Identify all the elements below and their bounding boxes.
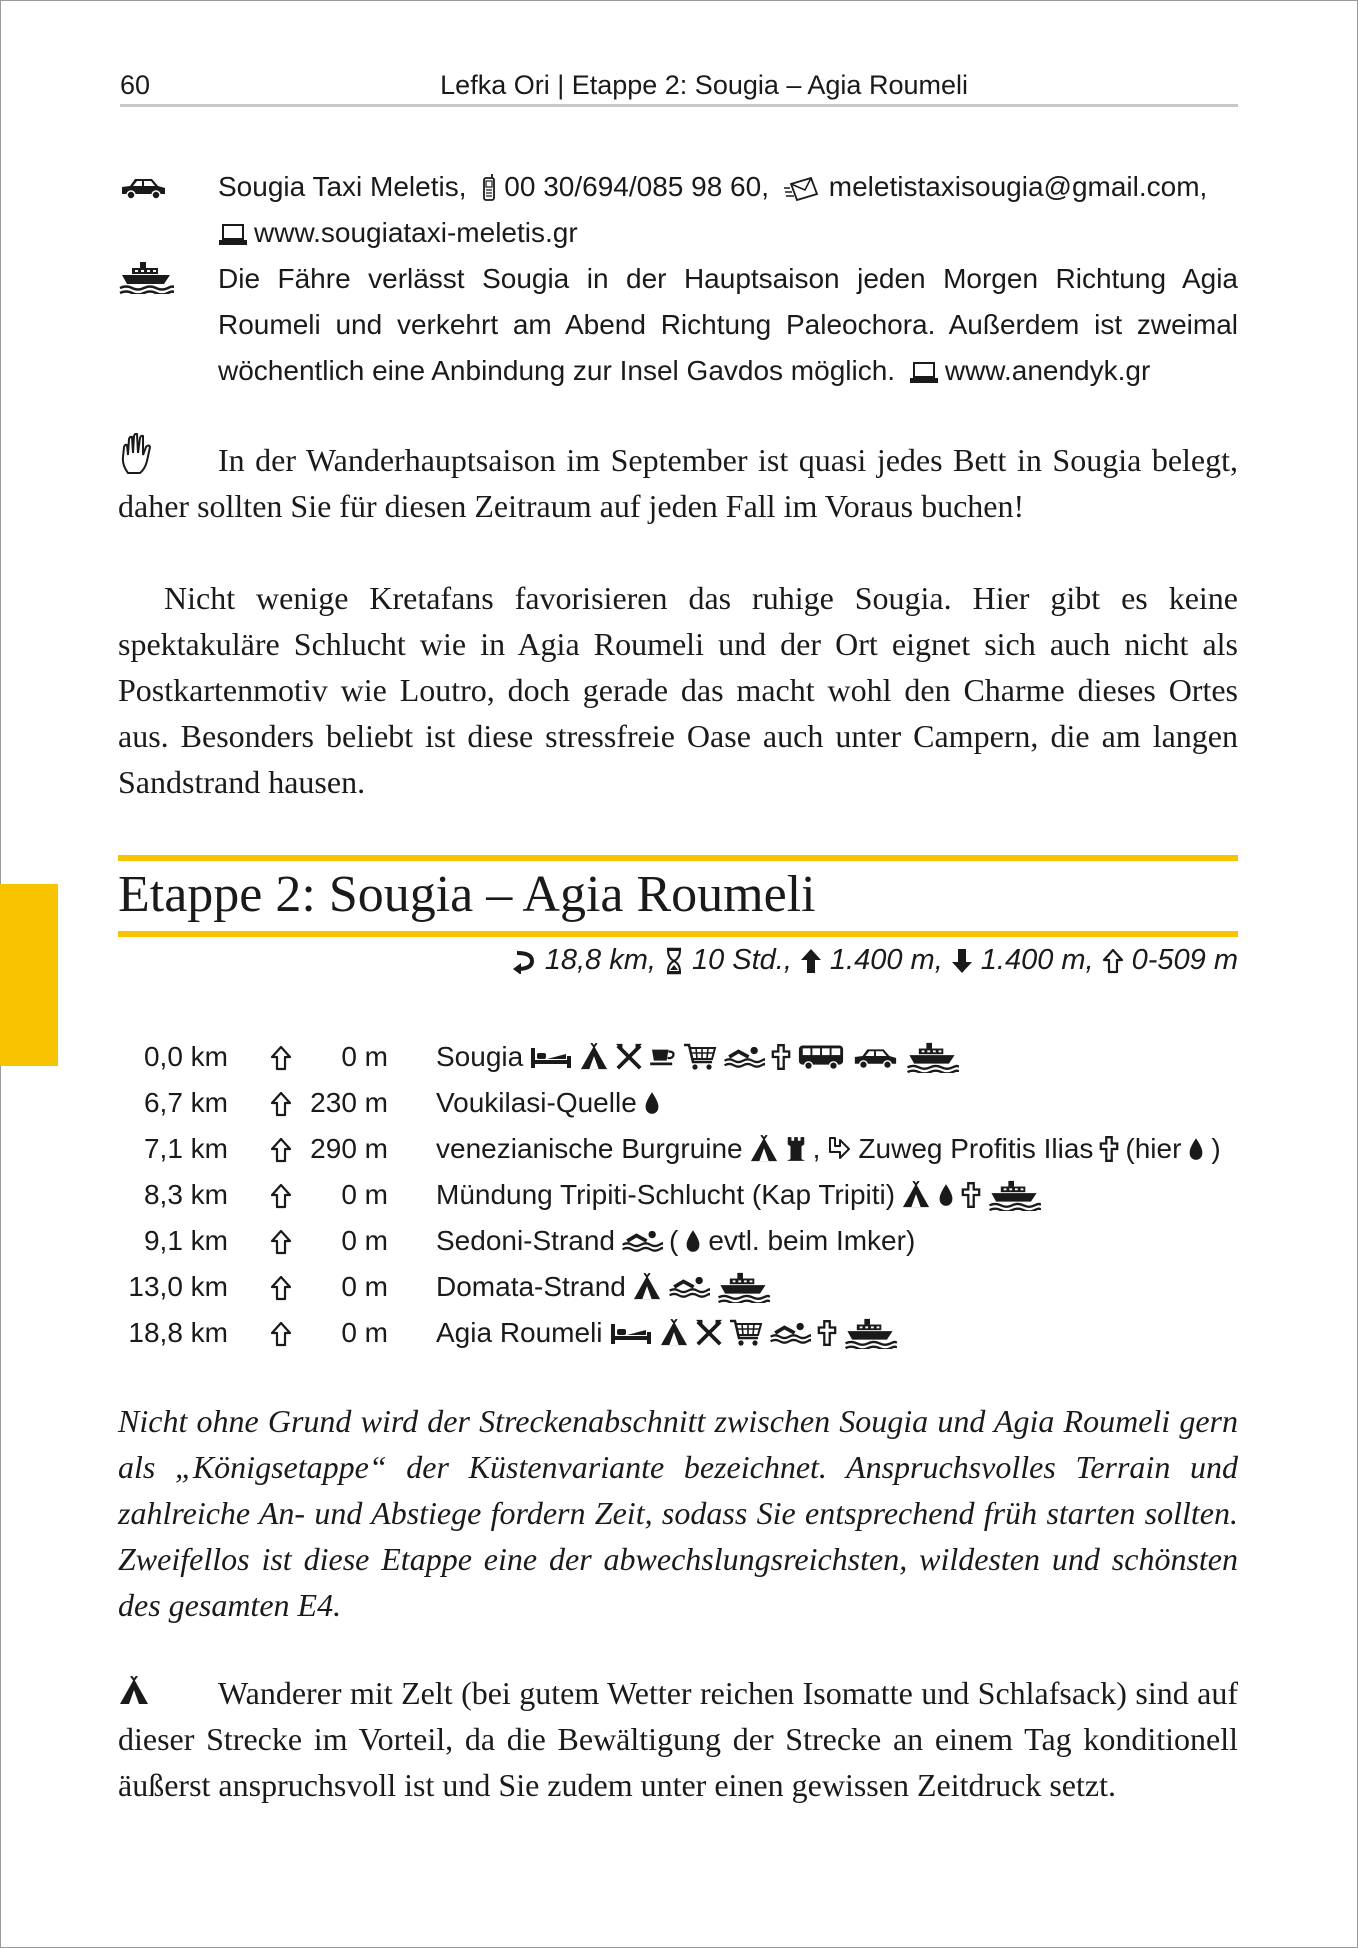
route-row — [118, 1034, 1238, 1080]
route-place — [436, 1080, 661, 1126]
stage-distance: 18,8 km, — [544, 944, 656, 976]
facility-icons — [901, 1179, 1041, 1211]
page-number: 60 — [120, 70, 151, 100]
elevation-arrow-icon — [270, 1275, 292, 1301]
route-place-name: Domata-Strand — [436, 1271, 626, 1302]
facility-icons — [609, 1317, 897, 1349]
descent-arrow-icon — [951, 948, 973, 974]
car-icon — [851, 1044, 899, 1070]
facility-icons — [529, 1041, 959, 1073]
intro-paragraph: Nicht wenige Kretafans favorisieren das ruhige Sougia. Hier gibt es keine spektakuläre Schlucht wie in Agia Roumeli und der Ort eignet sich auch nicht als Postkartenmotiv wie Loutro, doch gerade das macht wohl den Charme dieses Ortes aus. Besonders beliebt ist diese stressfreie Oase auch unter Campern, die am langen Sandstrand hausen. — [118, 580, 1238, 800]
route-extra-open: (hier — [1125, 1133, 1182, 1164]
hand-icon — [118, 433, 158, 477]
tent-icon — [632, 1273, 662, 1301]
cross-icon — [961, 1181, 981, 1209]
taxi-website[interactable]: www.sougiataxi-meletis.gr — [254, 217, 578, 248]
route-place — [436, 1172, 1041, 1218]
route-extra-open: ( — [669, 1225, 679, 1256]
route-distance: 6,7 km — [143, 1087, 228, 1118]
website-icon — [218, 223, 248, 247]
route-distance: 7,1 km — [143, 1133, 228, 1164]
ferry-description: Die Fähre verlässt Sougia in der Hauptsaison jeden Morgen Richtung Agia Roumeli und verkehrt am Abend Richtung Paleochora. Außerdem ist zweimal wöchentlich eine Anbindung zur Insel Gavdos möglich. — [218, 263, 1238, 386]
page-header — [120, 66, 1238, 107]
tent-icon — [659, 1319, 689, 1347]
ferry-text — [218, 256, 1238, 394]
route-place-name: Sougia — [436, 1041, 524, 1072]
bed-icon — [609, 1320, 653, 1346]
route-place — [436, 1126, 1221, 1172]
tent-icon — [579, 1043, 609, 1071]
shopping-cart-icon — [683, 1042, 717, 1072]
booking-hint — [118, 437, 1238, 529]
swimmer-icon — [621, 1229, 663, 1253]
route-elevation: 0 m — [341, 1317, 388, 1348]
cutlery-icon — [615, 1043, 643, 1071]
route-distance: 8,3 km — [143, 1179, 228, 1210]
swimmer-icon — [769, 1321, 811, 1345]
website-icon — [909, 361, 939, 385]
running-title: Lefka Ori | Etappe 2: Sougia – Agia Roumeli — [440, 70, 968, 100]
route-place-name: venezianische Burgruine — [436, 1133, 743, 1164]
elevation-arrow-icon — [270, 1137, 292, 1163]
stage-description: Nicht ohne Grund wird der Streckenabschnitt zwischen Sougia und Agia Roumeli gern als „Königsetappe“ der Küstenvariante bezeichnet. Anspruchsvolles Terrain und zahlreiche An- und Abstiege fordern Zeit, sodass Sie entsprechend früh starten sollten. Zweifellos ist diese Etappe eine der abwechslungsreichsten, wildesten und schönsten des gesamten E4. — [118, 1403, 1238, 1623]
water-drop-icon — [937, 1182, 955, 1208]
ferry-icon — [987, 1179, 1041, 1211]
facility-icons — [621, 1229, 663, 1253]
taxi-email[interactable]: meletistaxisougia@gmail.com, — [828, 171, 1208, 202]
ferry-icon — [905, 1041, 959, 1073]
bus-icon — [797, 1042, 845, 1072]
distance-icon — [511, 948, 537, 974]
elevation-arrow-icon — [270, 1091, 292, 1117]
stage-summary — [511, 944, 1238, 977]
route-place-name: Agia Roumeli — [436, 1317, 603, 1348]
tent-icon — [118, 1676, 150, 1706]
chapter-thumb-tab — [0, 884, 58, 1066]
section-title: Etappe 2: Sougia – Agia Roumeli — [118, 866, 816, 923]
route-place — [436, 1218, 915, 1264]
stage-altitude-range: 0-509 m — [1131, 944, 1238, 976]
ferry-icon — [843, 1317, 897, 1349]
route-elevation: 0 m — [341, 1041, 388, 1072]
mobile-phone-icon — [480, 174, 498, 204]
route-extra-separator: , — [812, 1133, 821, 1164]
facility-icons — [632, 1271, 770, 1303]
ascent-arrow-icon — [800, 948, 822, 974]
route-row — [118, 1172, 1238, 1218]
route-distance: 0,0 km — [143, 1041, 228, 1072]
taxi-phone: 00 30/694/085 98 60, — [504, 171, 769, 202]
water-drop-icon — [643, 1090, 661, 1116]
route-row — [118, 1126, 1238, 1172]
route-distance: 18,8 km — [128, 1317, 228, 1348]
tent-hint-text: Wanderer mit Zelt (bei gutem Wetter reichen Isomatte und Schlafsack) sind auf dieser Strecke im Vorteil, da die Bewältigung der Strecke an einem Tag konditionell äußerst anspruchsvoll ist und Sie zudem unter einen gewissen Zeitdruck setzt. — [118, 1675, 1238, 1803]
cup-icon — [649, 1046, 677, 1068]
elevation-arrow-icon — [270, 1183, 292, 1209]
route-extra-close: ) — [1211, 1133, 1221, 1164]
water-drop-icon — [1187, 1136, 1205, 1162]
ferry-info — [118, 256, 1238, 396]
route-place-name: Voukilasi-Quelle — [436, 1087, 637, 1118]
booking-hint-text: In der Wanderhauptsaison im September ist quasi jedes Bett in Sougia belegt, daher sollten Sie für diesen Zeitraum auf jeden Fall im Voraus buchen! — [118, 442, 1238, 524]
route-distance: 9,1 km — [143, 1225, 228, 1256]
elevation-arrow-icon — [270, 1321, 292, 1347]
facility-icons — [749, 1135, 807, 1163]
bed-icon — [529, 1044, 573, 1070]
cross-icon — [771, 1043, 791, 1071]
elevation-arrow-icon — [270, 1229, 292, 1255]
hourglass-icon — [664, 947, 684, 975]
route-place — [436, 1034, 959, 1080]
car-icon — [118, 174, 168, 200]
water-drop-icon — [684, 1228, 702, 1254]
tent-hint — [118, 1670, 1238, 1808]
route-row — [118, 1218, 1238, 1264]
taxi-info — [118, 164, 1238, 256]
ferry-icon — [118, 260, 174, 294]
route-row — [118, 1264, 1238, 1310]
route-elevation: 0 m — [341, 1225, 388, 1256]
stage-descent: 1.400 m, — [980, 944, 1094, 976]
tent-icon — [749, 1135, 779, 1163]
taxi-text — [218, 164, 1238, 256]
route-extra-text: evtl. beim Imker) — [708, 1225, 916, 1256]
route-place — [436, 1264, 770, 1310]
cutlery-icon — [695, 1319, 723, 1347]
castle-icon — [785, 1135, 807, 1163]
stage-ascent: 1.400 m, — [829, 944, 943, 976]
route-elevation: 230 m — [310, 1087, 388, 1118]
shopping-cart-icon — [729, 1318, 763, 1348]
route-place — [436, 1310, 897, 1356]
route-row — [118, 1080, 1238, 1126]
route-elevation: 0 m — [341, 1179, 388, 1210]
stage-duration: 10 Std., — [691, 944, 792, 976]
route-place-name: Sedoni-Strand — [436, 1225, 616, 1256]
route-distance: 13,0 km — [128, 1271, 228, 1302]
cross-icon — [817, 1319, 837, 1347]
route-place-name: Mündung Tripiti-Schlucht (Kap Tripiti) — [436, 1179, 896, 1210]
facility-icons — [643, 1090, 661, 1116]
route-elevation: 0 m — [341, 1271, 388, 1302]
junction-arrow-icon — [826, 1136, 852, 1162]
route-row — [118, 1310, 1238, 1356]
cross-icon — [1099, 1135, 1119, 1163]
ferry-icon — [716, 1271, 770, 1303]
section-title-band — [118, 855, 1238, 937]
altitude-arrow-icon — [1102, 948, 1124, 974]
swimmer-icon — [668, 1275, 710, 1299]
route-elevation: 290 m — [310, 1133, 388, 1164]
route-extra-text: Zuweg Profitis Ilias — [858, 1133, 1094, 1164]
tent-icon — [901, 1181, 931, 1209]
taxi-name: Sougia Taxi Meletis, — [218, 171, 467, 202]
elevation-arrow-icon — [270, 1045, 292, 1071]
ferry-website[interactable]: www.anendyk.gr — [944, 355, 1151, 386]
email-icon — [783, 176, 823, 202]
route-table — [118, 1034, 1238, 1356]
swimmer-icon — [723, 1045, 765, 1069]
